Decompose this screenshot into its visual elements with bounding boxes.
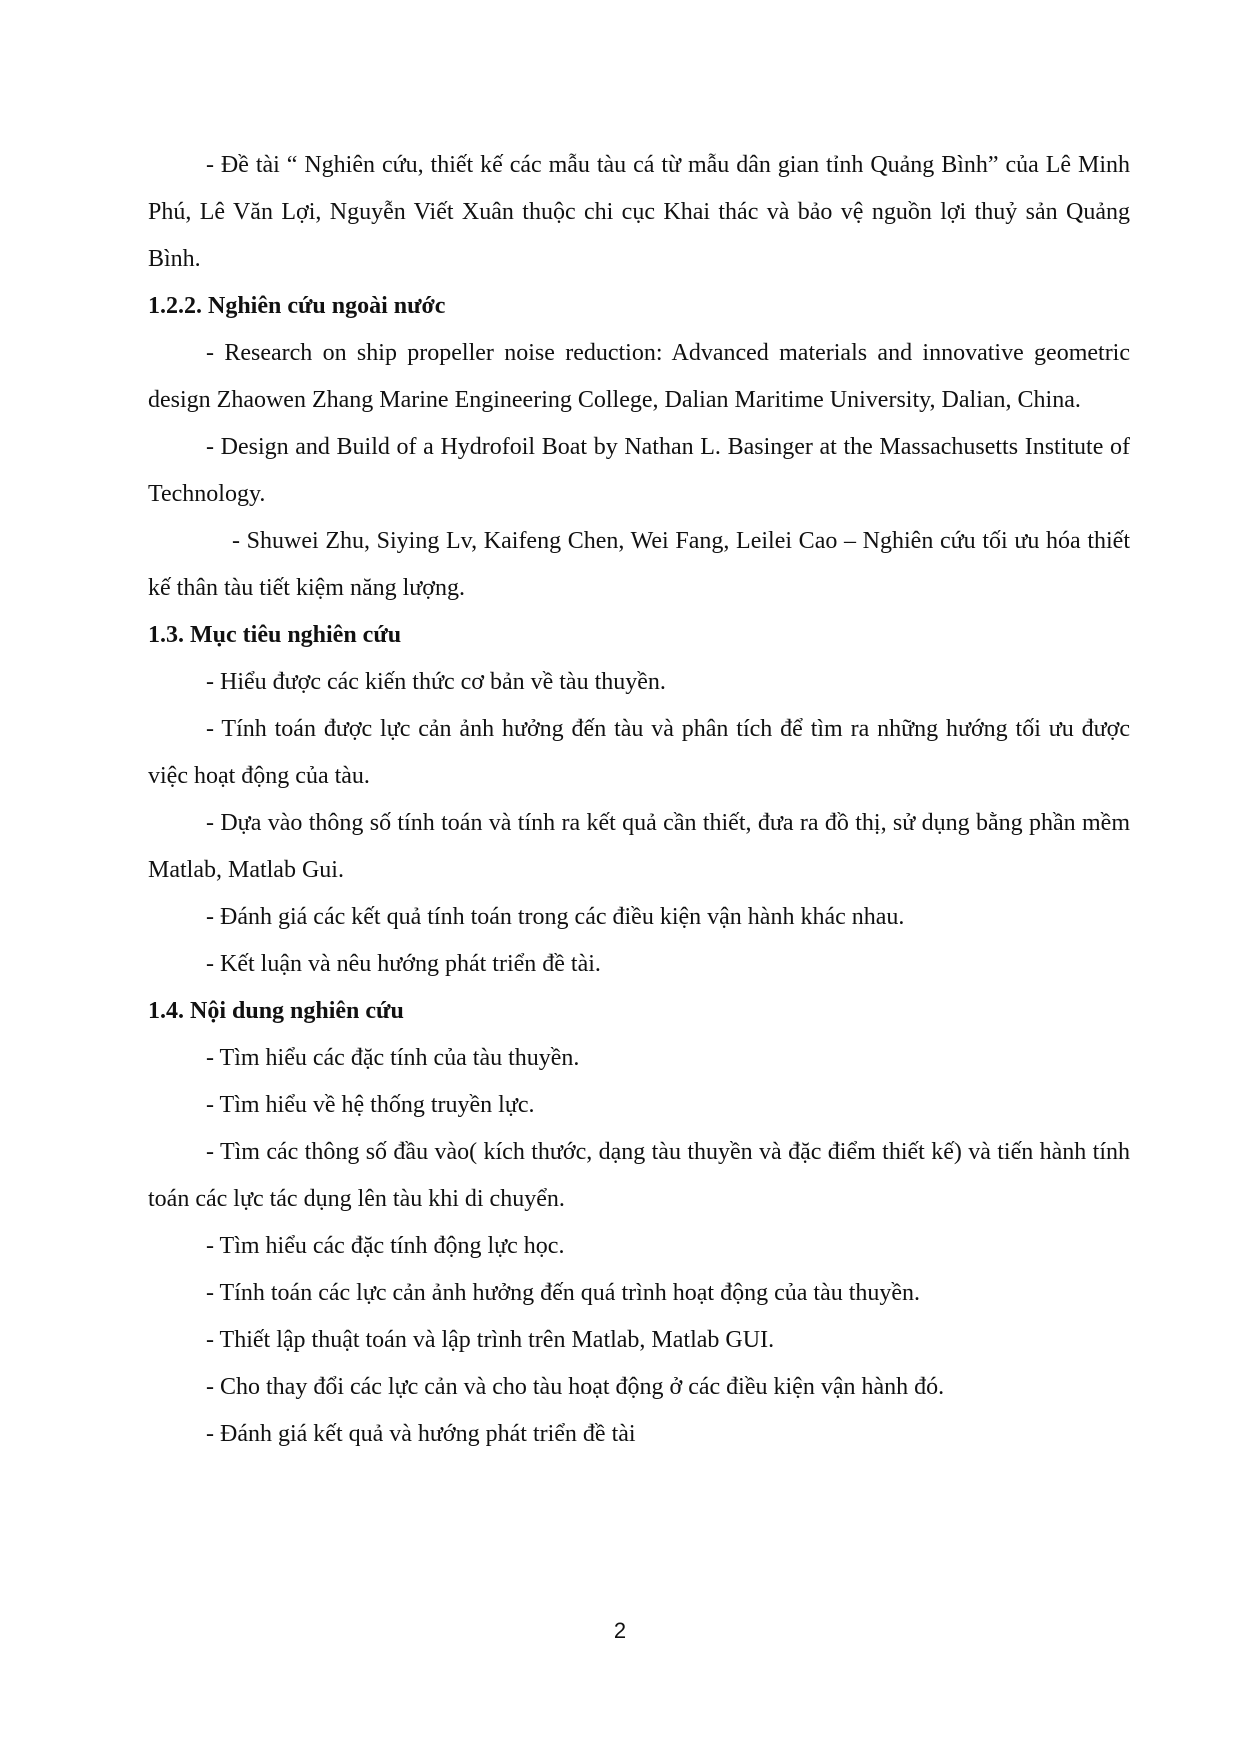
objective-item: - Hiểu được các kiến thức cơ bản về tàu thuyền.: [206, 669, 666, 695]
content-item: - Thiết lập thuật toán và lập trình trên Matlab, Matlab GUI.: [206, 1327, 775, 1353]
content-item: - Tính toán các lực cản ảnh hưởng đến quá trình hoạt động của tàu thuyền.: [206, 1280, 921, 1306]
content-item: - Đánh giá kết quả và hướng phát triển đề tài: [206, 1421, 636, 1447]
heading-research-objectives: 1.3. Mục tiêu nghiên cứu: [148, 622, 402, 648]
page-number: 2: [613, 1618, 627, 1643]
content-item: - Tìm hiểu về hệ thống truyền lực.: [206, 1092, 535, 1118]
objective-item: - Đánh giá các kết quả tính toán trong các điều kiện vận hành khác nhau.: [206, 904, 905, 930]
paragraph-prior-research-quang-binh: - Đề tài “ Nghiên cứu, thiết kế các mẫu tàu cá từ mẫu dân gian tỉnh Quảng Bình” của Lê Minh Phú, Lê Văn Lợi, Nguyễn Viết Xuân thuộc chi cục Khai thác và bảo vệ nguồn lợi thuỷ sản Quảng Bình.: [148, 152, 1130, 272]
content-item: - Tìm hiểu các đặc tính động lực học.: [206, 1233, 565, 1259]
objective-item: - Tính toán được lực cản ảnh hưởng đến tàu và phân tích để tìm ra những hướng tối ưu được việc hoạt động của tàu.: [148, 716, 1130, 789]
content-item: - Cho thay đổi các lực cản và cho tàu hoạt động ở các điều kiện vận hành đó.: [206, 1374, 945, 1400]
heading-foreign-research: 1.2.2. Nghiên cứu ngoài nước: [148, 293, 446, 319]
page-body: [148, 142, 1130, 1458]
content-item: - Tìm các thông số đầu vào( kích thước, dạng tàu thuyền và đặc điểm thiết kế) và tiến hành tính toán các lực tác dụng lên tàu khi di chuyển.: [148, 1139, 1130, 1212]
heading-research-content: 1.4. Nội dung nghiên cứu: [148, 998, 404, 1024]
objective-item: - Kết luận và nêu hướng phát triển đề tài.: [206, 951, 601, 977]
paragraph-propeller-noise: - Research on ship propeller noise reduction: Advanced materials and innovative geometric design Zhaowen Zhang Marine Engineering College, Dalian Maritime University, Dalian, China.: [148, 340, 1130, 413]
objective-item: - Dựa vào thông số tính toán và tính ra kết quả cần thiết, đưa ra đồ thị, sử dụng bằng phần mềm Matlab, Matlab Gui.: [148, 810, 1130, 883]
paragraph-hydrofoil-boat: - Design and Build of a Hydrofoil Boat by Nathan L. Basinger at the Massachusetts Institute of Technology.: [148, 434, 1130, 507]
content-item: - Tìm hiểu các đặc tính của tàu thuyền.: [206, 1045, 580, 1071]
paragraph-hull-optimization: - Shuwei Zhu, Siying Lv, Kaifeng Chen, Wei Fang, Leilei Cao – Nghiên cứu tối ưu hóa thiết kế thân tàu tiết kiệm năng lượng.: [148, 528, 1130, 601]
